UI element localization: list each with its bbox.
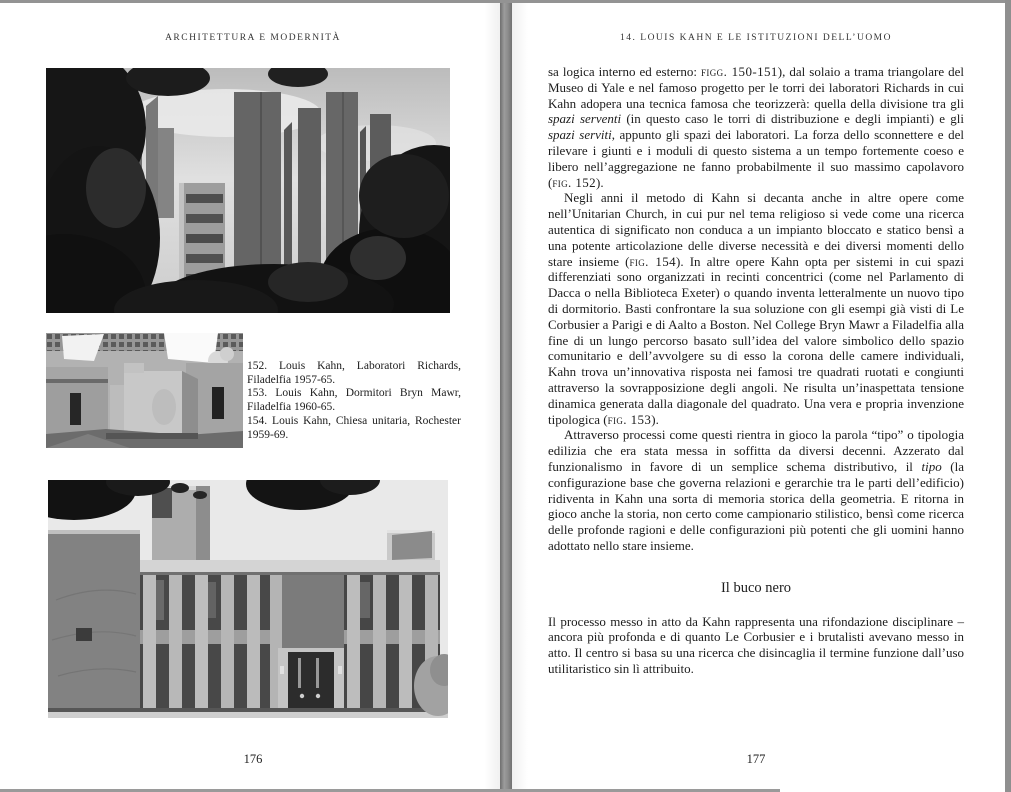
paragraphs-before-heading [548,64,964,554]
photo-interior-hall [46,333,243,448]
body-paragraph: Il processo messo in atto da Kahn rappresenta una rifondazione disciplinare – ancora più profonda e di quanto Le Corbusier e i brutalisti avevano messo in atto. Il centro si basa su una ricerca che disincaglia il termine funzione dall’uso utilitaristico sin lì attribuito. [548,613,964,676]
caption-list [247,360,461,442]
page-number-right: 177 [746,752,766,766]
caption: 153. Louis Kahn, Dormitori Bryn Mawr, Filadelfia 1960-65. [247,387,461,414]
left-page [0,0,500,792]
gutter-shadow [512,0,528,792]
body-paragraph: Attraverso processi come questi rientra in gioco la parola “tipo” o tipologia edilizia che era stata messa in soffitta da diversi decenni. Azzerato dal funzionalismo in favore di un semplice schema distributivo, il tipo (la configurazione base che governa relazioni e gerarchie tra le parti dell’edificio) ridiventa in Kahn una sorta di memoria storica della geometria. E ritorna in gioco anche la storia, non certo come campionario stilistico, bensì come ricerca delle profonde ragioni e delle configurazioni più potenti che gli uomini hanno adottato nello stare insieme. [548,427,964,553]
book-spine [500,0,512,792]
caption: 154. Louis Kahn, Chiesa unitaria, Rochester 1959-69. [247,414,461,441]
scan-edge-right [1005,0,1011,792]
body-text [548,64,964,677]
body-paragraph: sa logica interno ed esterno: figg. 150-151), dal solaio a trama triangolare del Museo di Yale e nel famoso progetto per le torri dei laboratori Richards in cui Kahn adopera una tecnica famosa che teorizzerà: quella della divisione tra gli spazi serventi (in questo caso le torri di distribuzione e degli impianti) e gli spazi serviti, appunto gli spazi dei laboratori. La forza dello sconnettere e del rilevare i giunti e i moduli di questo sistema a un tempo fortemente coeso e libero nell’aggregazione ne fanno probabilmente il suo massimo capolavoro (fig. 152). [548,64,964,190]
caption: 152. Louis Kahn, Laboratori Richards, Filadelfia 1957-65. [247,360,461,386]
section-heading: Il buco nero [720,579,792,596]
running-head-left: ARCHITETTURA E MODERNITÀ [165,33,341,43]
right-page [512,0,1005,792]
paragraphs-after-heading [548,614,964,677]
page-number-left: 176 [243,752,263,766]
photo-brick-facade [48,480,448,718]
gutter-shadow [484,0,500,792]
running-head-right: 14. LOUIS KAHN E LE ISTITUZIONI DELL’UOMO [620,33,892,43]
photo-richards-laboratories [46,68,450,313]
scan-edge-top [0,0,1011,3]
body-paragraph: Negli anni il metodo di Kahn si decanta anche in altre opere come nell’Unitarian Church, in cui pur nel tema religioso si vede come una ricerca autentica di significato non conduca a un impianto bloccato e statico bensì a una potente articolazione delle diverse necessità e dei diversi momenti dello stare insieme (fig. 154). In altre opere Kahn opta per sistemi in cui spazi differenziati sono organizzati in recinti concentrici (come nel Parlamento di Dacca o nella Biblioteca Exeter) o quando inventa letteralmente un nuovo tipo di dormitorio. Basti confrontare la sua soluzione con gli esempi già visti di Le Corbusier a Parigi e di Aalto a Boston. Nel College Bryn Mawr a Filadelfia alla fine di un lungo percorso basato sull’idea del valore simbolico dello spazio comunitario e dell’avvolgere su di esso la corona delle camere individuali, Kahn trova un’innovativa risposta nei famosi tre quadrati ruotati e congiunti attraverso la sovrapposizione degli angoli. Ne risulta un’inaspettata tensione dinamica generata dalla diagonale del quadrato. Una vera e propria invenzione tipologica (fig. 153). [548,190,964,427]
